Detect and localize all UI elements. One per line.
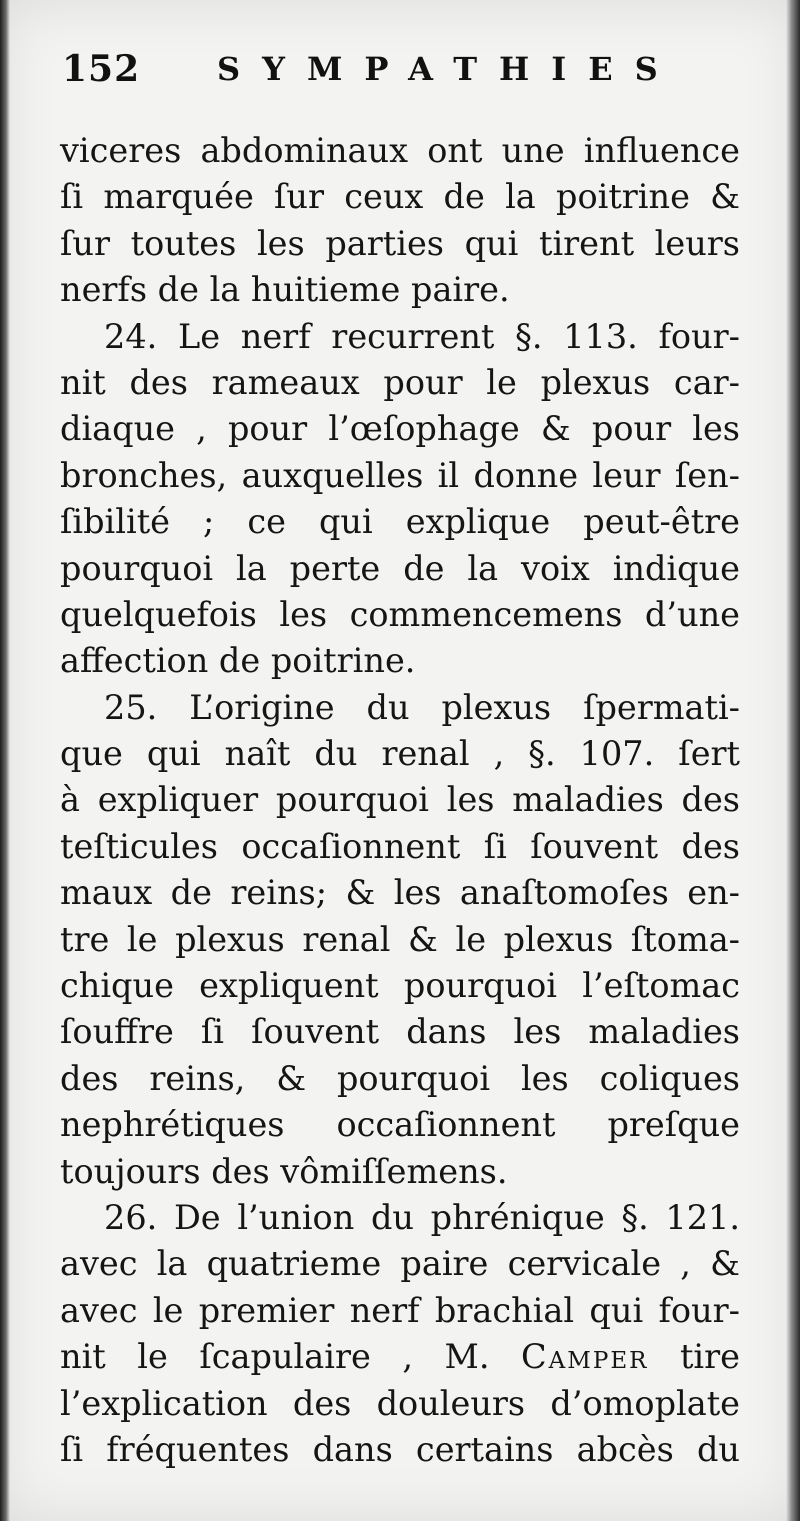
text-line: ſibilité ; ce qui explique peut-être: [60, 502, 740, 542]
paragraph-24-start: 24. Le nerf recurrent §. 113. four-: [104, 316, 740, 356]
text-line: avec le premier nerf brachial qui four-: [60, 1290, 740, 1330]
body-text: [60, 128, 740, 1473]
running-title: SYMPATHIES: [217, 50, 680, 88]
text-line: bronches, auxquelles il donne leur ſen-: [60, 455, 740, 495]
text-line: nit des rameaux pour le plexus car-: [60, 362, 740, 402]
text-line: diaque , pour l’œſophage & pour les: [60, 409, 740, 449]
author-name-camper: Camper: [521, 1337, 649, 1377]
paragraph-26-start: 26. De l’union du phrénique §. 121.: [104, 1197, 740, 1237]
text-line: nerfs de la huitieme paire.: [60, 270, 510, 310]
scan-edge-right: [786, 0, 800, 1521]
paragraph-25-start: 25. L’origine du plexus ſpermati-: [104, 687, 740, 727]
text-line: toujours des vômiſſemens.: [60, 1151, 508, 1191]
text-line: quelquefois les commencemens d’une: [60, 594, 740, 634]
text-line: affection de poitrine.: [60, 641, 416, 681]
text-line: ſur toutes les parties qui tirent leurs: [60, 223, 740, 263]
text-line: des reins, & pourquoi les coliques: [60, 1058, 740, 1098]
text-line: à expliquer pourquoi les maladies des: [60, 780, 740, 820]
text-line: ſi fréquentes dans certains abcès du: [60, 1429, 740, 1469]
text-segment: nit le ſcapulaire , M.: [60, 1337, 522, 1377]
text-line: viceres abdominaux ont une influence: [60, 131, 740, 170]
text-line: ſouffre ſi ſouvent dans les maladies: [60, 1012, 740, 1052]
text-line: l’explication des douleurs d’omoplate: [60, 1383, 740, 1423]
page-number: 152: [62, 48, 141, 90]
text-line: teſticules occaſionnent ſi ſouvent des: [60, 826, 740, 866]
text-line: pourquoi la perte de la voix indique: [60, 548, 740, 588]
text-line: maux de reins; & les anaſtomoſes en-: [60, 873, 740, 913]
text-line: avec la quatrieme paire cervicale , &: [60, 1244, 740, 1284]
text-segment: tire: [648, 1337, 740, 1377]
text-line: tre le plexus renal & le plexus ſtoma-: [60, 919, 740, 959]
text-line-camper: [60, 1334, 740, 1380]
text-line: nephrétiques occaſionnent preſque: [60, 1105, 740, 1145]
text-line: que qui naît du renal , §. 107. ſert: [60, 734, 740, 774]
text-line: chique expliquent pourquoi l’eſtomac: [60, 966, 740, 1006]
text-line: ſi marquée ſur ceux de la poitrine &: [60, 177, 740, 217]
page-header: [62, 48, 752, 108]
scan-edge-left: [0, 0, 10, 1521]
